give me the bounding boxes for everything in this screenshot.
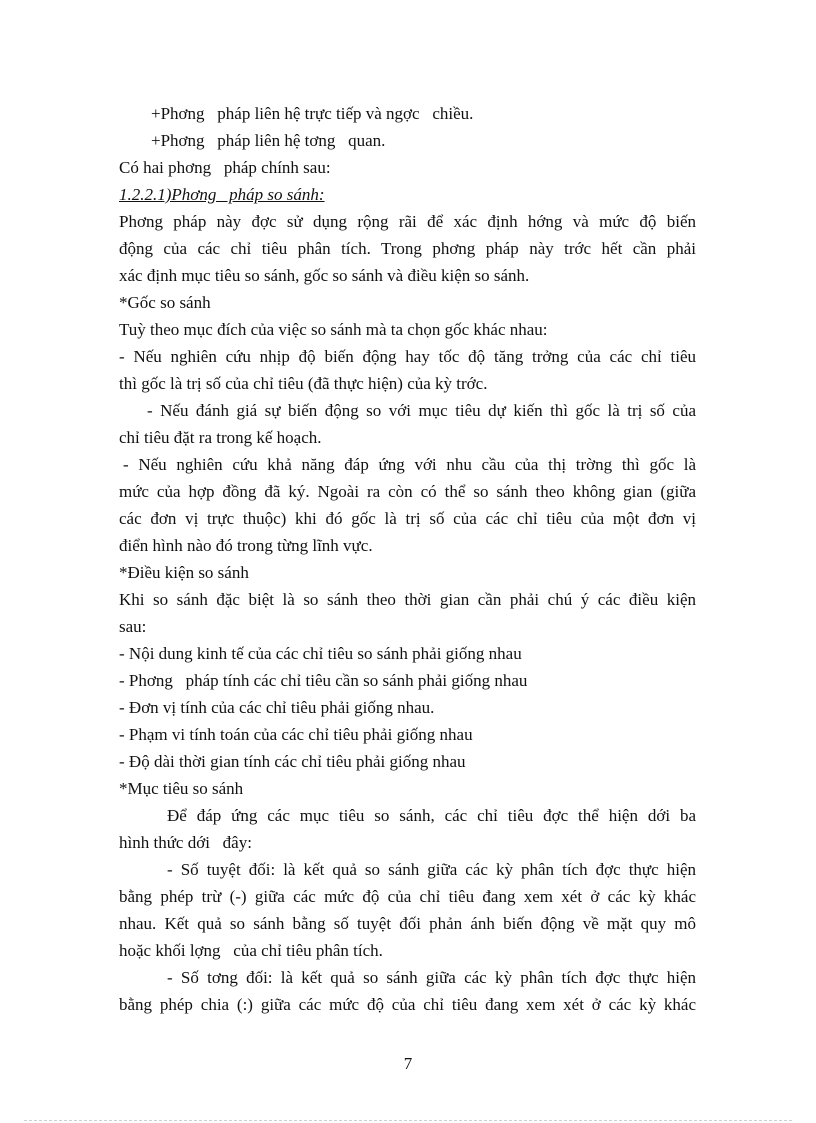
- text-line: - Số tơng đối: là kết quả so sánh giữa các kỳ phân tích đợc thực hiện: [167, 968, 696, 987]
- text-line: bằng phép trừ (-) giữa các mức độ của chỉ tiêu đang xem xét ở các kỳ khác: [119, 887, 696, 906]
- text-line: thì gốc là trị số của chỉ tiêu (đã thực hiện) của kỳ trớc.: [119, 374, 488, 393]
- text-line: *Gốc so sánh: [119, 293, 211, 312]
- text-line: *Điều kiện so sánh: [119, 563, 249, 582]
- text-line: +Phơng pháp liên hệ trực tiếp và ngợc chiều.: [151, 104, 474, 123]
- text-line: *Mục tiêu so sánh: [119, 779, 244, 798]
- text-line: bằng phép chia (:) giữa các mức độ của chỉ tiêu đang xem xét ở các kỳ khác: [119, 995, 696, 1014]
- text-line: - Nếu nghiên cứu khả năng đáp ứng với nhu cầu của thị trờng thì gốc là: [123, 455, 696, 474]
- text-line: các đơn vị trực thuộc) khi đó gốc là trị số của các chỉ tiêu của một đơn vị: [119, 509, 696, 528]
- text-line: điển hình nào đó trong từng lĩnh vực.: [119, 536, 373, 555]
- page-number: 7: [403, 1054, 413, 1073]
- text-line: mức của hợp đồng đã ký. Ngoài ra còn có thể so sánh theo không gian (giữa: [119, 482, 696, 501]
- text-line: Để đáp ứng các mục tiêu so sánh, các chỉ tiêu đợc thể hiện dới ba: [167, 806, 696, 825]
- page-bottom-border: [24, 1120, 792, 1121]
- text-line: - Nội dung kinh tế của các chỉ tiêu so sánh phải giống nhau: [119, 644, 522, 663]
- text-line: động của các chỉ tiêu phân tích. Trong phơng pháp này trớc hết cần phải: [119, 239, 696, 258]
- text-line: - Nếu nghiên cứu nhịp độ biến động hay tốc độ tăng trởng của các chỉ tiêu: [119, 347, 696, 366]
- text-line: hoặc khối lợng của chỉ tiêu phân tích.: [119, 941, 383, 960]
- text-line: - Phơng pháp tính các chỉ tiêu cần so sánh phải giống nhau: [119, 671, 528, 690]
- text-line: chỉ tiêu đặt ra trong kế hoạch.: [119, 428, 322, 447]
- text-line: - Số tuyệt đối: là kết quả so sánh giữa các kỳ phân tích đợc thực hiện: [167, 860, 696, 879]
- text-line: Phơng pháp này đợc sử dụng rộng rãi để xác định hớng và mức độ biến: [119, 212, 696, 231]
- text-line: Tuỳ theo mục đích của việc so sánh mà ta chọn gốc khác nhau:: [119, 320, 548, 339]
- text-line: hình thức dới đây:: [119, 833, 252, 852]
- section-heading: 1.2.2.1)Phơng pháp so sánh:: [119, 185, 325, 204]
- text-line: xác định mục tiêu so sánh, gốc so sánh và điều kiện so sánh.: [119, 266, 530, 285]
- text-line: Có hai phơng pháp chính sau:: [119, 158, 331, 177]
- text-line: Khi so sánh đặc biệt là so sánh theo thời gian cần phải chú ý các điều kiện: [119, 590, 696, 609]
- text-line: - Phạm vi tính toán của các chỉ tiêu phải giống nhau: [119, 725, 473, 744]
- text-line: - Nếu đánh giá sự biến động so với mục tiêu dự kiến thì gốc là trị số của: [147, 401, 696, 420]
- page-body: [119, 100, 696, 1018]
- text-line: - Đơn vị tính của các chỉ tiêu phải giống nhau.: [119, 698, 435, 717]
- text-line: nhau. Kết quả so sánh bằng số tuyệt đối phản ánh biến động về mặt quy mô: [119, 914, 696, 933]
- text-line: +Phơng pháp liên hệ tơng quan.: [151, 131, 386, 150]
- text-line: sau:: [119, 617, 147, 636]
- text-line: - Độ dài thời gian tính các chỉ tiêu phải giống nhau: [119, 752, 466, 771]
